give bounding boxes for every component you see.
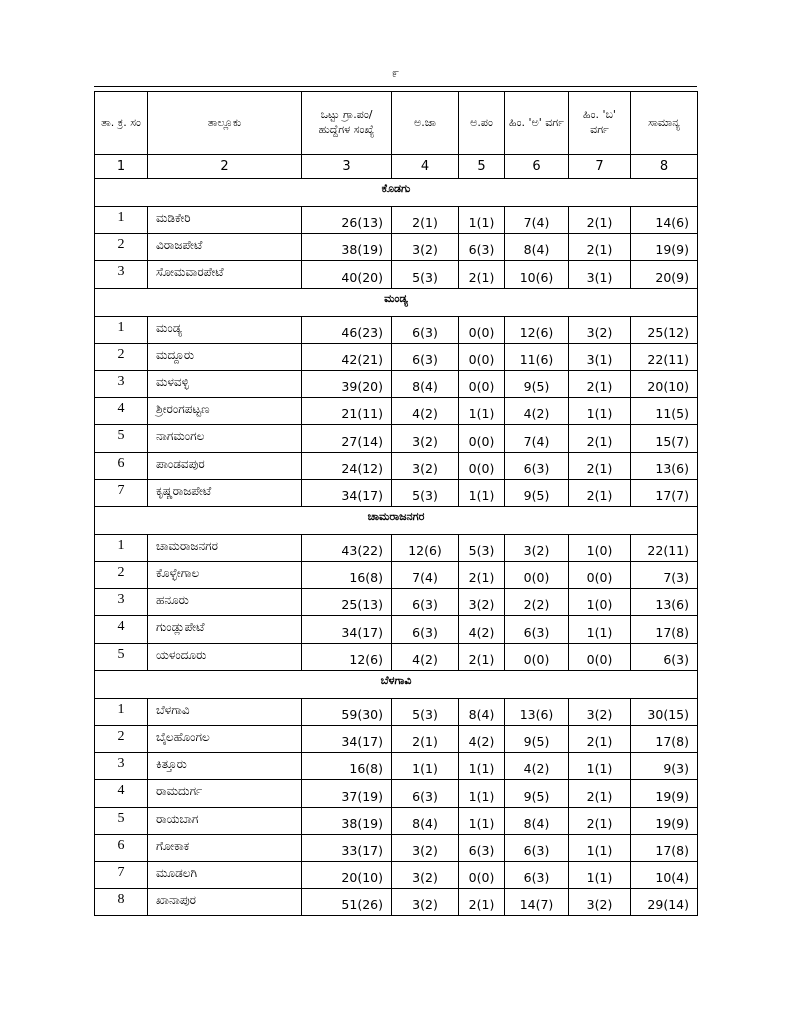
st-cell: 1(1) (459, 398, 505, 425)
sc-cell: 8(4) (392, 807, 459, 834)
total-posts-cell: 12(6) (302, 643, 392, 670)
backward-a-cell: 10(6) (505, 261, 569, 288)
table-row (95, 861, 698, 888)
serial-cell: 8 (95, 889, 148, 916)
district-name: ಕೊಡಗು (95, 179, 698, 207)
table-row (95, 343, 698, 370)
taluk-name-cell: ರಾಯಬಾಗ (148, 807, 302, 834)
backward-a-cell: 6(3) (505, 452, 569, 479)
backward-b-cell: 1(1) (569, 861, 631, 888)
serial-cell: 4 (95, 398, 148, 425)
total-posts-cell: 40(20) (302, 261, 392, 288)
total-posts-cell: 24(12) (302, 452, 392, 479)
total-posts-cell: 39(20) (302, 370, 392, 397)
general-cell: 25(12) (631, 316, 698, 343)
table-row (95, 643, 698, 670)
backward-b-cell: 2(1) (569, 425, 631, 452)
backward-a-cell: 7(4) (505, 207, 569, 234)
general-cell: 29(14) (631, 889, 698, 916)
general-cell: 30(15) (631, 698, 698, 725)
taluk-name-cell: ಮಂಡ್ಯ (148, 316, 302, 343)
total-posts-cell: 16(8) (302, 562, 392, 589)
st-cell: 0(0) (459, 316, 505, 343)
serial-cell: 6 (95, 834, 148, 861)
total-posts-cell: 34(17) (302, 479, 392, 506)
serial-cell: 5 (95, 425, 148, 452)
taluk-name-cell: ಕಿತ್ತೂರು (148, 753, 302, 780)
sc-cell: 3(2) (392, 834, 459, 861)
backward-a-cell: 0(0) (505, 562, 569, 589)
table-row (95, 479, 698, 506)
backward-a-cell: 11(6) (505, 343, 569, 370)
general-cell: 22(11) (631, 343, 698, 370)
general-cell: 9(3) (631, 753, 698, 780)
serial-cell: 3 (95, 370, 148, 397)
header-backward-a: ಹಿಂ. 'ಅ' ವರ್ಗ (505, 92, 569, 155)
total-posts-cell: 26(13) (302, 207, 392, 234)
backward-b-cell: 2(1) (569, 452, 631, 479)
sc-cell: 3(2) (392, 889, 459, 916)
total-posts-cell: 16(8) (302, 753, 392, 780)
column-number: 3 (302, 155, 392, 179)
general-cell: 19(9) (631, 780, 698, 807)
backward-a-cell: 8(4) (505, 807, 569, 834)
taluk-name-cell: ಮದ್ದೂರು (148, 343, 302, 370)
taluk-name-cell: ನಾಗಮಂಗಲ (148, 425, 302, 452)
column-number: 8 (631, 155, 698, 179)
general-cell: 17(7) (631, 479, 698, 506)
general-cell: 20(10) (631, 370, 698, 397)
sc-cell: 5(3) (392, 698, 459, 725)
general-cell: 6(3) (631, 643, 698, 670)
district-header-row (95, 670, 698, 698)
st-cell: 6(3) (459, 234, 505, 261)
column-number: 6 (505, 155, 569, 179)
header-sc: ಅ.ಜಾ (392, 92, 459, 155)
total-posts-cell: 51(26) (302, 889, 392, 916)
backward-b-cell: 3(1) (569, 261, 631, 288)
backward-b-cell: 0(0) (569, 562, 631, 589)
backward-b-cell: 3(2) (569, 889, 631, 916)
st-cell: 0(0) (459, 861, 505, 888)
table-row (95, 889, 698, 916)
general-cell: 7(3) (631, 562, 698, 589)
district-name: ಮಂಡ್ಯ (95, 288, 698, 316)
general-cell: 15(7) (631, 425, 698, 452)
general-cell: 20(9) (631, 261, 698, 288)
column-number: 1 (95, 155, 148, 179)
general-cell: 10(4) (631, 861, 698, 888)
general-cell: 14(6) (631, 207, 698, 234)
taluk-name-cell: ಬೈಲಹೊಂಗಲ (148, 726, 302, 753)
backward-b-cell: 1(0) (569, 534, 631, 561)
backward-a-cell: 13(6) (505, 698, 569, 725)
table-row (95, 316, 698, 343)
serial-cell: 2 (95, 234, 148, 261)
total-posts-cell: 38(19) (302, 234, 392, 261)
column-number-row (95, 155, 698, 179)
taluk-name-cell: ಮಳವಳ್ಳಿ (148, 370, 302, 397)
serial-cell: 7 (95, 479, 148, 506)
taluk-name-cell: ಪಾಂಡವಪುರ (148, 452, 302, 479)
general-cell: 19(9) (631, 234, 698, 261)
serial-cell: 1 (95, 534, 148, 561)
backward-b-cell: 2(1) (569, 807, 631, 834)
taluk-name-cell: ಹನೂರು (148, 589, 302, 616)
st-cell: 1(1) (459, 479, 505, 506)
sc-cell: 8(4) (392, 370, 459, 397)
backward-a-cell: 0(0) (505, 643, 569, 670)
sc-cell: 6(3) (392, 343, 459, 370)
table-row (95, 807, 698, 834)
sc-cell: 1(1) (392, 753, 459, 780)
serial-cell: 1 (95, 698, 148, 725)
sc-cell: 6(3) (392, 616, 459, 643)
column-number: 7 (569, 155, 631, 179)
backward-a-cell: 6(3) (505, 861, 569, 888)
serial-cell: 7 (95, 861, 148, 888)
total-posts-cell: 21(11) (302, 398, 392, 425)
st-cell: 2(1) (459, 889, 505, 916)
serial-cell: 4 (95, 780, 148, 807)
taluk-name-cell: ಕೊಳ್ಳೇಗಾಲ (148, 562, 302, 589)
taluk-name-cell: ಮಡಿಕೇರಿ (148, 207, 302, 234)
top-rule (94, 86, 697, 87)
sc-cell: 3(2) (392, 425, 459, 452)
serial-cell: 2 (95, 562, 148, 589)
general-cell: 19(9) (631, 807, 698, 834)
serial-cell: 3 (95, 753, 148, 780)
backward-a-cell: 14(7) (505, 889, 569, 916)
st-cell: 4(2) (459, 616, 505, 643)
sc-cell: 12(6) (392, 534, 459, 561)
serial-cell: 3 (95, 261, 148, 288)
table-row (95, 207, 698, 234)
backward-b-cell: 3(1) (569, 343, 631, 370)
st-cell: 1(1) (459, 780, 505, 807)
backward-a-cell: 9(5) (505, 780, 569, 807)
serial-cell: 3 (95, 589, 148, 616)
backward-b-cell: 1(1) (569, 753, 631, 780)
serial-cell: 5 (95, 807, 148, 834)
total-posts-cell: 20(10) (302, 861, 392, 888)
district-header-row (95, 288, 698, 316)
table-row (95, 698, 698, 725)
sc-cell: 2(1) (392, 726, 459, 753)
table-row (95, 834, 698, 861)
serial-cell: 1 (95, 316, 148, 343)
backward-a-cell: 7(4) (505, 425, 569, 452)
taluk-name-cell: ಶ್ರೀರಂಗಪಟ್ಟಣ (148, 398, 302, 425)
st-cell: 3(2) (459, 589, 505, 616)
st-cell: 1(1) (459, 807, 505, 834)
st-cell: 2(1) (459, 261, 505, 288)
total-posts-cell: 33(17) (302, 834, 392, 861)
backward-a-cell: 6(3) (505, 834, 569, 861)
backward-a-cell: 4(2) (505, 398, 569, 425)
total-posts-cell: 34(17) (302, 726, 392, 753)
column-number: 2 (148, 155, 302, 179)
backward-a-cell: 9(5) (505, 726, 569, 753)
table-row (95, 616, 698, 643)
backward-b-cell: 1(1) (569, 616, 631, 643)
page-number: ೯ (391, 66, 400, 81)
sc-cell: 6(3) (392, 780, 459, 807)
taluk-name-cell: ಸೋಮವಾರಪೇಟೆ (148, 261, 302, 288)
total-posts-cell: 34(17) (302, 616, 392, 643)
column-number: 5 (459, 155, 505, 179)
sc-cell: 4(2) (392, 398, 459, 425)
serial-cell: 2 (95, 343, 148, 370)
header-backward-b: ಹಿಂ. 'ಬ' ವರ್ಗ (569, 92, 631, 155)
st-cell: 2(1) (459, 562, 505, 589)
table-row (95, 234, 698, 261)
total-posts-cell: 25(13) (302, 589, 392, 616)
backward-a-cell: 6(3) (505, 616, 569, 643)
taluk-name-cell: ಗುಂಡ್ಲುಪೇಟೆ (148, 616, 302, 643)
serial-cell: 2 (95, 726, 148, 753)
table-row (95, 589, 698, 616)
table-row (95, 780, 698, 807)
general-cell: 17(8) (631, 726, 698, 753)
total-posts-cell: 59(30) (302, 698, 392, 725)
table-row (95, 452, 698, 479)
total-posts-cell: 38(19) (302, 807, 392, 834)
sc-cell: 6(3) (392, 316, 459, 343)
serial-cell: 5 (95, 643, 148, 670)
table-row (95, 398, 698, 425)
sc-cell: 3(2) (392, 861, 459, 888)
st-cell: 0(0) (459, 452, 505, 479)
sc-cell: 7(4) (392, 562, 459, 589)
backward-b-cell: 2(1) (569, 780, 631, 807)
serial-cell: 6 (95, 452, 148, 479)
taluk-name-cell: ಯಳಂದೂರು (148, 643, 302, 670)
taluk-name-cell: ವಿರಾಜಪೇಟೆ (148, 234, 302, 261)
sc-cell: 5(3) (392, 479, 459, 506)
header-st: ಅ.ಪಂ (459, 92, 505, 155)
general-cell: 13(6) (631, 589, 698, 616)
table-row (95, 425, 698, 452)
st-cell: 0(0) (459, 343, 505, 370)
backward-b-cell: 2(1) (569, 479, 631, 506)
sc-cell: 3(2) (392, 452, 459, 479)
backward-b-cell: 3(2) (569, 698, 631, 725)
district-header-row (95, 179, 698, 207)
taluk-name-cell: ಕೃಷ್ಣರಾಜಪೇಟೆ (148, 479, 302, 506)
header-total: ಒಟ್ಟು ಗ್ರಾ.ಪಂ/ ಹುದ್ದೆಗಳ ಸಂಖ್ಯೆ (302, 92, 392, 155)
backward-a-cell: 3(2) (505, 534, 569, 561)
backward-b-cell: 2(1) (569, 207, 631, 234)
st-cell: 8(4) (459, 698, 505, 725)
general-cell: 17(8) (631, 834, 698, 861)
backward-b-cell: 1(1) (569, 398, 631, 425)
total-posts-cell: 42(21) (302, 343, 392, 370)
st-cell: 1(1) (459, 207, 505, 234)
district-name: ಚಾಮರಾಜನಗರ (95, 506, 698, 534)
total-posts-cell: 27(14) (302, 425, 392, 452)
total-posts-cell: 43(22) (302, 534, 392, 561)
st-cell: 2(1) (459, 643, 505, 670)
taluk-name-cell: ರಾಮದುರ್ಗ (148, 780, 302, 807)
backward-a-cell: 9(5) (505, 479, 569, 506)
table-row (95, 370, 698, 397)
backward-a-cell: 12(6) (505, 316, 569, 343)
backward-b-cell: 1(0) (569, 589, 631, 616)
general-cell: 13(6) (631, 452, 698, 479)
backward-b-cell: 2(1) (569, 726, 631, 753)
backward-b-cell: 2(1) (569, 234, 631, 261)
backward-a-cell: 4(2) (505, 753, 569, 780)
backward-b-cell: 0(0) (569, 643, 631, 670)
st-cell: 1(1) (459, 753, 505, 780)
taluk-name-cell: ಗೋಕಾಕ (148, 834, 302, 861)
backward-a-cell: 2(2) (505, 589, 569, 616)
backward-b-cell: 2(1) (569, 370, 631, 397)
serial-cell: 4 (95, 616, 148, 643)
reservation-table (94, 91, 698, 916)
taluk-name-cell: ಖಾನಾಪುರ (148, 889, 302, 916)
st-cell: 0(0) (459, 370, 505, 397)
taluk-name-cell: ಮೂಡಲಗಿ (148, 861, 302, 888)
st-cell: 6(3) (459, 834, 505, 861)
sc-cell: 5(3) (392, 261, 459, 288)
backward-a-cell: 8(4) (505, 234, 569, 261)
table-row (95, 534, 698, 561)
st-cell: 5(3) (459, 534, 505, 561)
header-row (95, 92, 698, 155)
backward-b-cell: 1(1) (569, 834, 631, 861)
backward-b-cell: 3(2) (569, 316, 631, 343)
sc-cell: 3(2) (392, 234, 459, 261)
general-cell: 11(5) (631, 398, 698, 425)
district-header-row (95, 506, 698, 534)
sc-cell: 2(1) (392, 207, 459, 234)
header-taluk: ತಾಲ್ಲೂಕು (148, 92, 302, 155)
header-general: ಸಾಮಾನ್ಯ (631, 92, 698, 155)
serial-cell: 1 (95, 207, 148, 234)
table-row (95, 562, 698, 589)
st-cell: 4(2) (459, 726, 505, 753)
sc-cell: 6(3) (392, 589, 459, 616)
district-name: ಬೆಳಗಾವಿ (95, 670, 698, 698)
general-cell: 22(11) (631, 534, 698, 561)
table-row (95, 753, 698, 780)
backward-a-cell: 9(5) (505, 370, 569, 397)
taluk-name-cell: ಬೆಳಗಾವಿ (148, 698, 302, 725)
total-posts-cell: 37(19) (302, 780, 392, 807)
general-cell: 17(8) (631, 616, 698, 643)
header-serial: ತಾ. ಕ್ರ. ಸಂ (95, 92, 148, 155)
total-posts-cell: 46(23) (302, 316, 392, 343)
st-cell: 0(0) (459, 425, 505, 452)
table-row (95, 726, 698, 753)
sc-cell: 4(2) (392, 643, 459, 670)
column-number: 4 (392, 155, 459, 179)
table-row (95, 261, 698, 288)
taluk-name-cell: ಚಾಮರಾಜನಗರ (148, 534, 302, 561)
